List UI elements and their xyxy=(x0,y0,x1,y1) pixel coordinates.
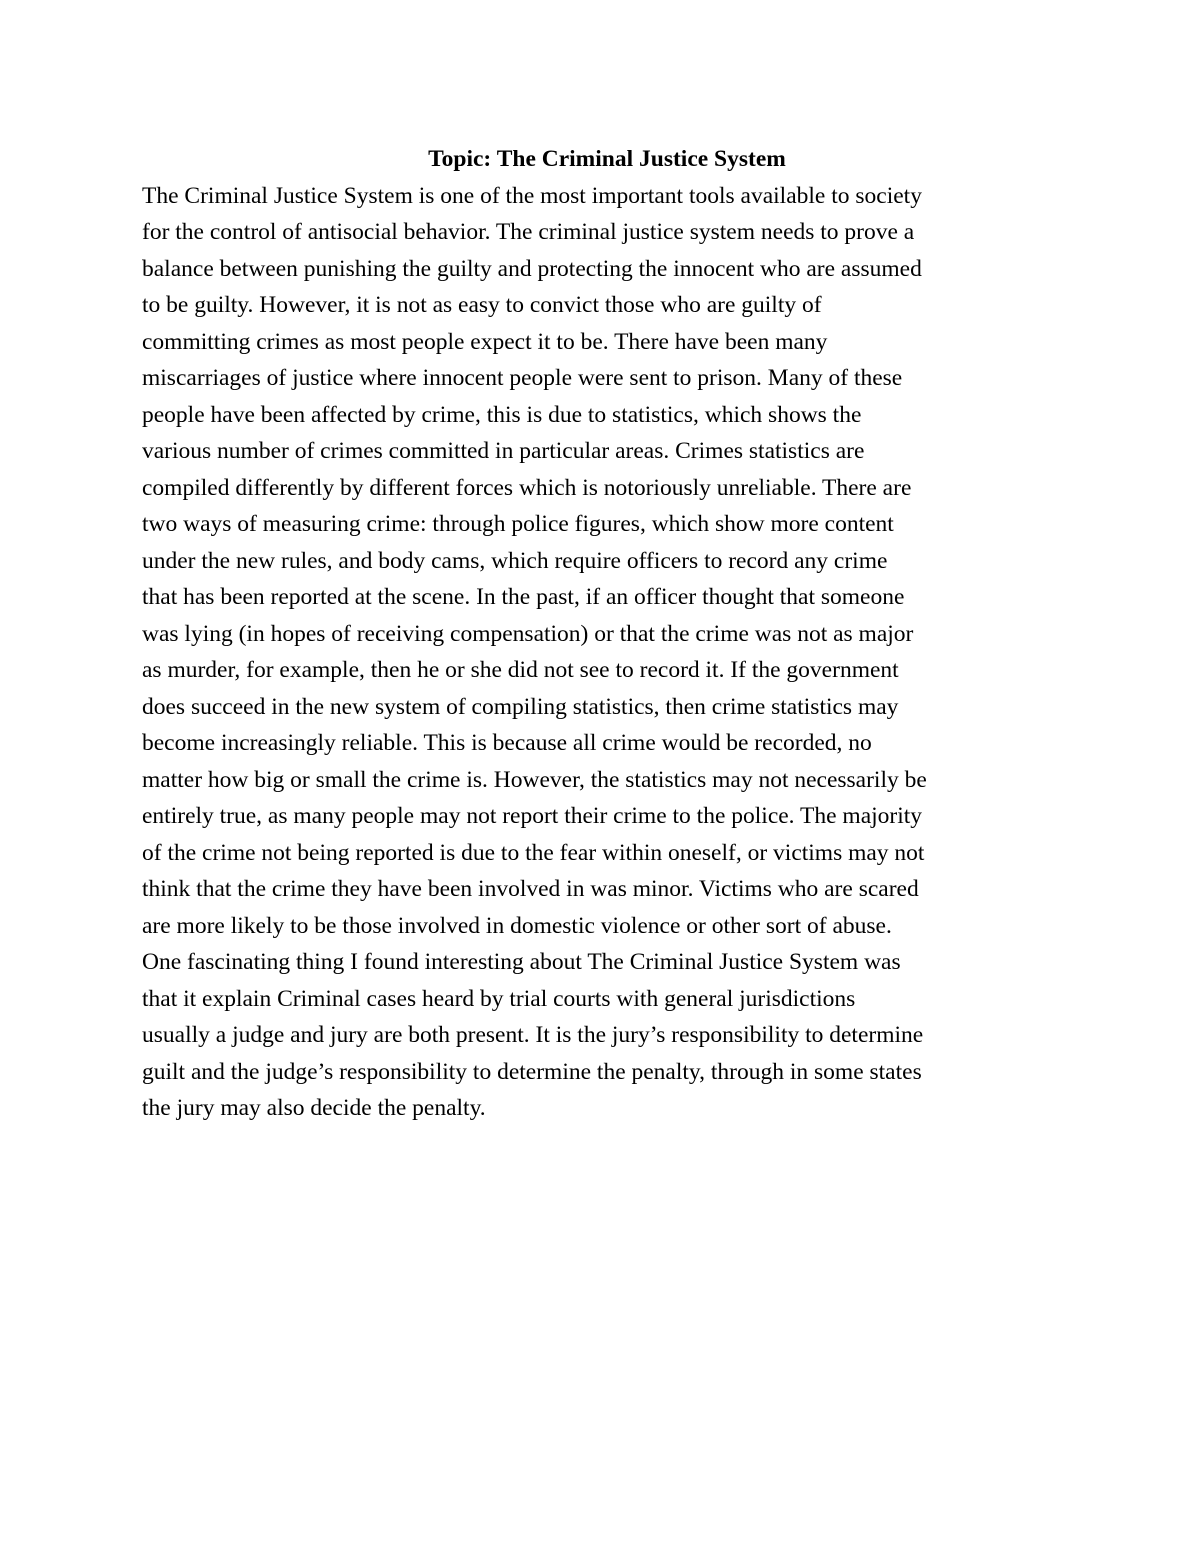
text-line: committing crimes as most people expect it to be. There have been many xyxy=(142,328,828,355)
text-line: various number of crimes committed in particular areas. Crimes statistics are xyxy=(142,438,865,464)
text-line: balance between punishing the guilty and protecting the innocent who are assumed xyxy=(142,255,922,282)
text-line: does succeed in the new system of compiling statistics, then crime statistics may xyxy=(142,693,899,720)
text-line: for the control of antisocial behavior. The criminal justice system needs to prove a xyxy=(142,219,915,245)
text-line: that it explain Criminal cases heard by trial courts with general jurisdictions xyxy=(142,985,856,1012)
text-line: to be guilty. However, it is not as easy to convict those who are guilty of xyxy=(142,292,822,318)
text-line: become increasingly reliable. This is because all crime would be recorded, no xyxy=(142,730,872,756)
text-line: usually a judge and jury are both present. It is the jury’s responsibility to determine xyxy=(142,1022,924,1048)
text-line: as murder, for example, then he or she did not see to record it. If the government xyxy=(142,657,899,683)
text-line: think that the crime they have been involved in was minor. Victims who are scared xyxy=(142,876,919,902)
text-line: The Criminal Justice System is one of the most important tools available to society xyxy=(142,182,922,209)
text-line: two ways of measuring crime: through police figures, which show more content xyxy=(142,511,894,537)
text-line: of the crime not being reported is due to the fear within oneself, or victims may not xyxy=(142,839,925,866)
text-line: miscarriages of justice where innocent people were sent to prison. Many of these xyxy=(142,365,903,391)
text-line: compiled differently by different forces which is notoriously unreliable. There are xyxy=(142,474,912,501)
text-line: people have been affected by crime, this is due to statistics, which shows the xyxy=(142,401,862,428)
text-line: One fascinating thing I found interesting about The Criminal Justice System was xyxy=(142,949,901,975)
text-line: entirely true, as many people may not report their crime to the police. The majority xyxy=(142,803,923,829)
text-line: are more likely to be those involved in domestic violence or other sort of abuse. xyxy=(142,912,892,939)
text-line: matter how big or small the crime is. However, the statistics may not necessarily be xyxy=(142,766,927,793)
text-line: was lying (in hopes of receiving compensation) or that the crime was not as major xyxy=(142,620,914,647)
text-line: the jury may also decide the penalty. xyxy=(142,1095,486,1121)
document-body xyxy=(142,141,1072,1127)
text-line: that has been reported at the scene. In the past, if an officer thought that someone xyxy=(142,584,905,610)
body-paragraph xyxy=(142,178,1072,1127)
text-line: guilt and the judge’s responsibility to determine the penalty, through in some states xyxy=(142,1058,922,1085)
text-line: under the new rules, and body cams, which require officers to record any crime xyxy=(142,547,888,574)
document-title: Topic: The Criminal Justice System xyxy=(428,146,786,172)
